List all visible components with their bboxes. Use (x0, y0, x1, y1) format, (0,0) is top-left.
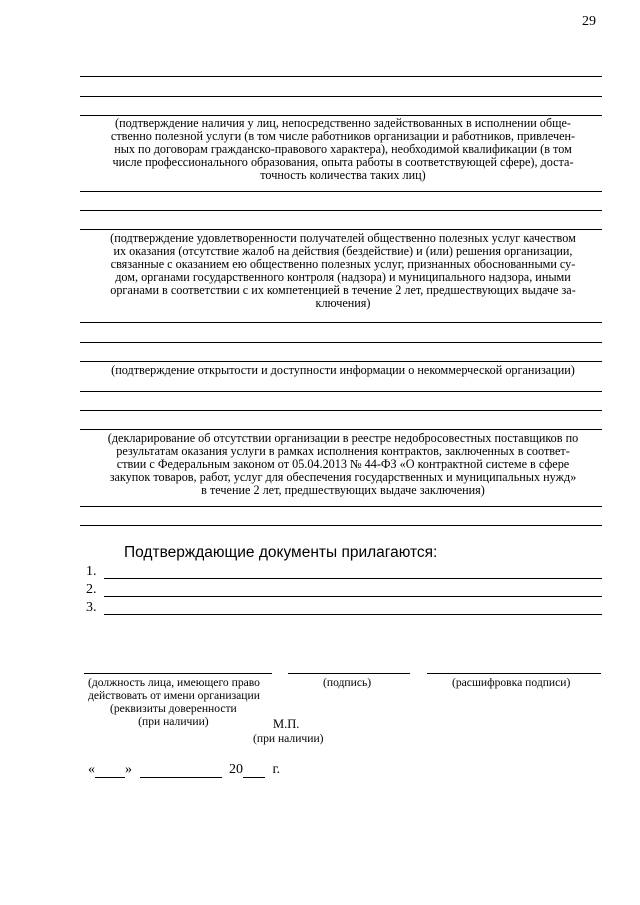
caption-line: (реквизиты доверенности (110, 702, 237, 715)
proxy-details-label (110, 702, 237, 728)
caption-line: (декларирование об отсутствии организации в реестре недобросовестных поставщиков по (107, 431, 579, 445)
caption-line: числе профессионального образования, опыта работы в соответствующей сфере), доста- (112, 155, 574, 169)
document-line[interactable] (104, 596, 602, 597)
fill-line[interactable] (80, 361, 602, 362)
caption-line: (при наличии) (138, 715, 209, 728)
caption-line: закупок товаров, работ, услуг для обеспечения государственных и муниципальных нужд» (109, 470, 577, 484)
caption-information-openness (84, 364, 602, 377)
caption-recipient-satisfaction (84, 232, 602, 310)
document-line[interactable] (104, 614, 602, 615)
date-line (88, 762, 280, 778)
fill-line[interactable] (80, 391, 602, 392)
open-quote: « (88, 762, 95, 777)
fill-line[interactable] (80, 191, 602, 192)
document-item-number: 3. (86, 600, 97, 615)
caption-line: (подтверждение наличия у лиц, непосредственно задействованных в исполнении обще- (115, 116, 571, 130)
position-line[interactable] (84, 673, 272, 674)
caption-staff-qualification (84, 117, 602, 182)
fill-line[interactable] (80, 506, 602, 507)
caption-line: точность количества таких лиц) (260, 168, 426, 182)
caption-line: действовать от имени организации (88, 689, 260, 702)
fill-line[interactable] (80, 210, 602, 211)
fill-line[interactable] (80, 322, 602, 323)
caption-line: органами в соответствии с их компетенцией в течение 2 лет, предшествующих выдаче за- (110, 283, 576, 297)
caption-line: ственно полезной услуги (в том числе работников организации и работников, привлечен- (110, 129, 576, 143)
year-prefix: 20 (229, 762, 243, 777)
caption-line: ключения) (315, 296, 371, 310)
caption-line: (подтверждение открытости и доступности информации о некоммерческой организации) (111, 363, 575, 377)
fill-line[interactable] (80, 429, 602, 430)
caption-line: ствии с Федеральным законом от 05.04.2013 № 44-ФЗ «О контрактной системе в сфере (116, 457, 570, 471)
document-item-number: 1. (86, 564, 97, 579)
caption-line: их оказания (отсутствие жалоб на действия (бездействие) и (или) решения организации, (113, 244, 573, 258)
signature-label: (подпись) (323, 676, 372, 689)
documents-title: Подтверждающие документы прилагаются: (124, 544, 438, 561)
caption-line: дом, органами государственного контроля (надзора) и муниципального надзора, иными (115, 270, 571, 284)
page-number: 29 (582, 14, 596, 29)
fill-line[interactable] (80, 342, 602, 343)
fill-line[interactable] (80, 229, 602, 230)
caption-line: в течение 2 лет, предшествующих выдаче заключения) (201, 483, 485, 497)
caption-line: ных по договорам гражданско-правового характера), необходимой квалификации (в том (114, 142, 572, 156)
fill-line[interactable] (80, 410, 602, 411)
fill-line[interactable] (80, 525, 602, 526)
day-field[interactable] (95, 763, 125, 778)
caption-line: (должность лица, имеющего право (88, 676, 260, 689)
year-field[interactable] (243, 763, 265, 778)
caption-line: связанные с оказанием ею общественно полезных услуг, признанных обоснованными су- (110, 257, 576, 271)
month-field[interactable] (140, 763, 222, 778)
seal-note: (при наличии) (253, 732, 324, 745)
year-suffix: г. (272, 762, 281, 777)
document-line[interactable] (104, 578, 602, 579)
signature-decoding-line[interactable] (427, 673, 601, 674)
document-item-number: 2. (86, 582, 97, 597)
caption-line: (подтверждение удовлетворенности получателей общественно полезных услуг качеством (110, 231, 576, 245)
fill-line[interactable] (80, 76, 602, 77)
signer-position-label (88, 676, 260, 702)
close-quote: » (125, 762, 132, 777)
seal-label: М.П. (273, 717, 300, 731)
signature-line[interactable] (288, 673, 410, 674)
caption-registry-declaration (84, 432, 602, 497)
signature-decoding-label: (расшифровка подписи) (452, 676, 571, 689)
fill-line[interactable] (80, 96, 602, 97)
caption-line: результатам оказания услуги в рамках исполнения контрактов, заключенных в соответ- (116, 444, 570, 458)
